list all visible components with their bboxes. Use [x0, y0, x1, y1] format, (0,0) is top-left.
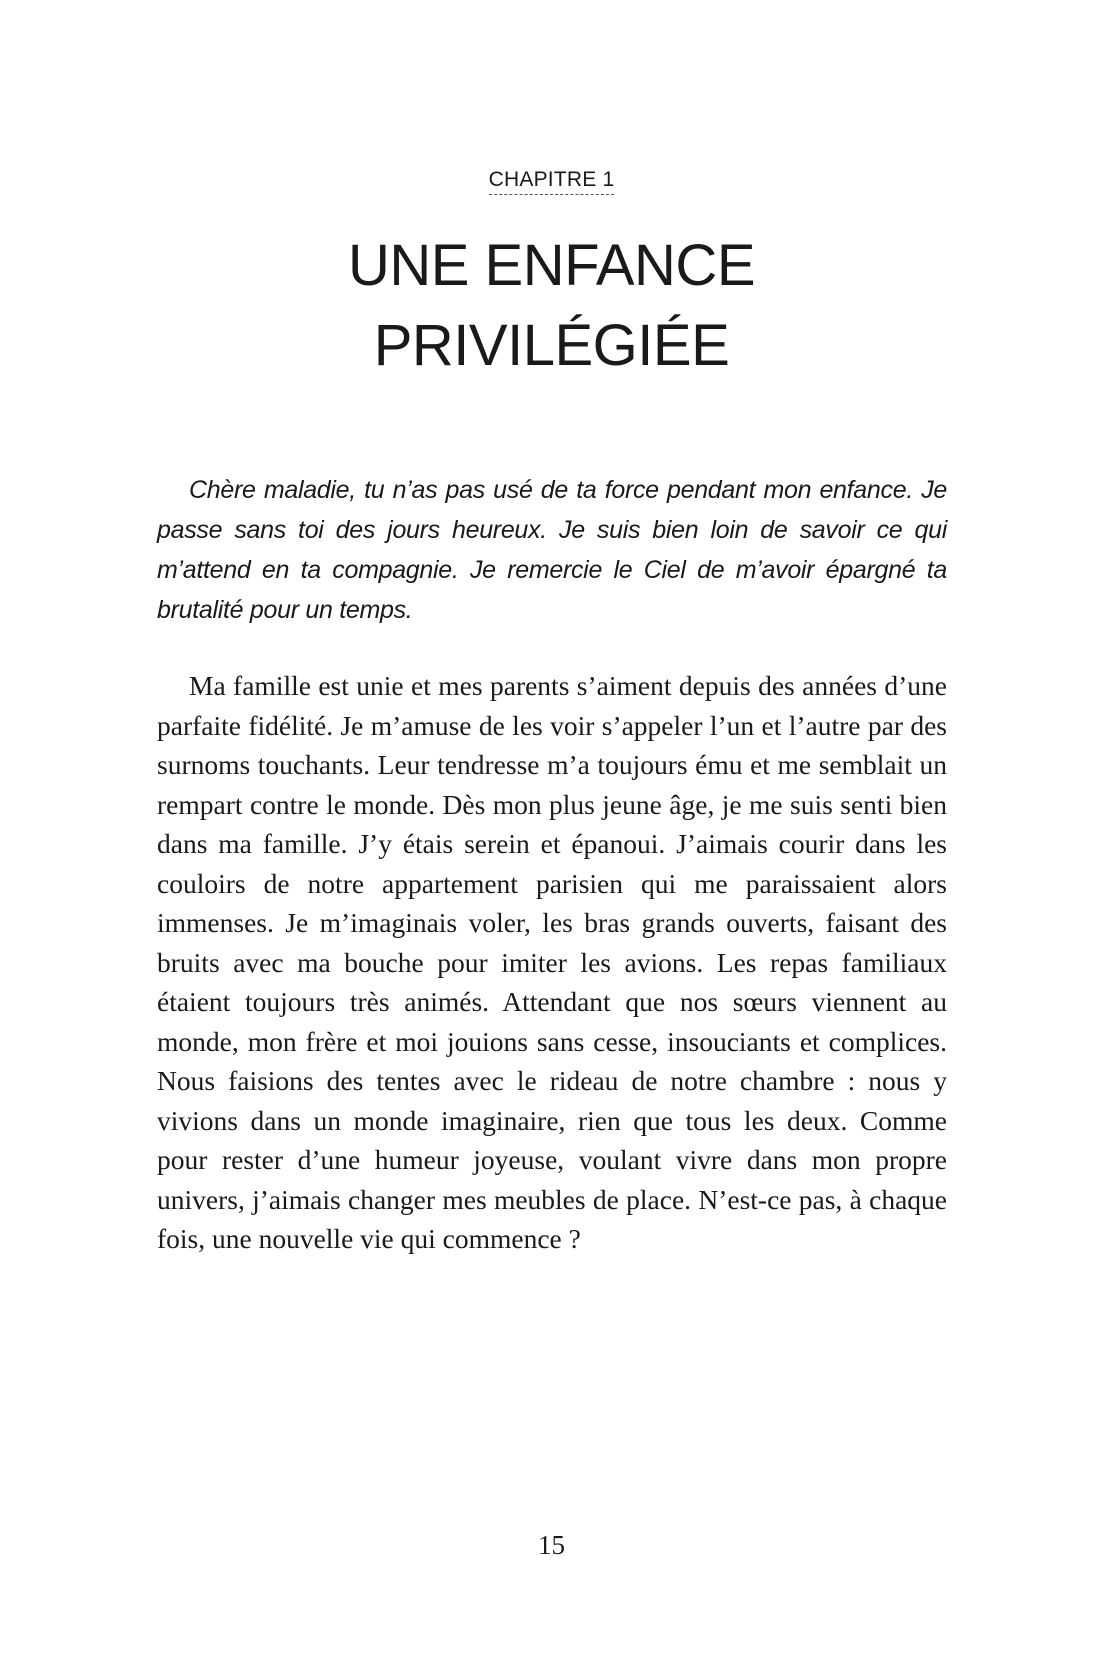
epigraph: Chère maladie, tu n’as pas usé de ta force pendant mon enfance. Je passe sans toi des jours heureux. Je suis bien loin de savoir ce qui m’attend en ta compagnie. Je remercie le Ciel de m’avoir épargné ta brutalité pour un temps.	[157, 476, 947, 624]
body-paragraph: Ma famille est unie et mes parents s’aiment depuis des années d’une parfaite fidélité. Je m’amuse de les voir s’appeler l’un et l’autre par des surnoms touchants. Leur tendresse m’a toujours ému et me semblait un rempart contre le monde. Dès mon plus jeune âge, je me suis senti bien dans ma famille. J’y étais serein et épanoui. J’aimais courir dans les couloirs de notre appartement parisien qui me paraissaient alors immenses. Je m’imaginais voler, les bras grands ouverts, faisant des bruits avec ma bouche pour imiter les avions. Les repas familiaux étaient toujours très animés. Attendant que nos sœurs viennent au monde, mon frère et moi jouions sans cesse, insouciants et complices. Nous faisions des tentes avec le rideau de notre chambre : nous y vivions dans un monde imaginaire, rien que tous les deux. Comme pour rester d’une humeur joyeuse, voulant vivre dans mon propre univers, j’aimais changer mes meubles de place. N’est-ce pas, à chaque fois, une nouvelle vie qui commence ?	[157, 670, 947, 1254]
chapter-label	[0, 168, 1103, 195]
chapter-title-line-1: UNE ENFANCE	[347, 233, 755, 298]
chapter-label-text: CHAPITRE 1	[489, 168, 615, 195]
chapter-title	[0, 226, 1103, 386]
chapter-title-line-2: PRIVILÉGIÉE	[373, 313, 730, 378]
page-number: 15	[538, 1530, 565, 1560]
